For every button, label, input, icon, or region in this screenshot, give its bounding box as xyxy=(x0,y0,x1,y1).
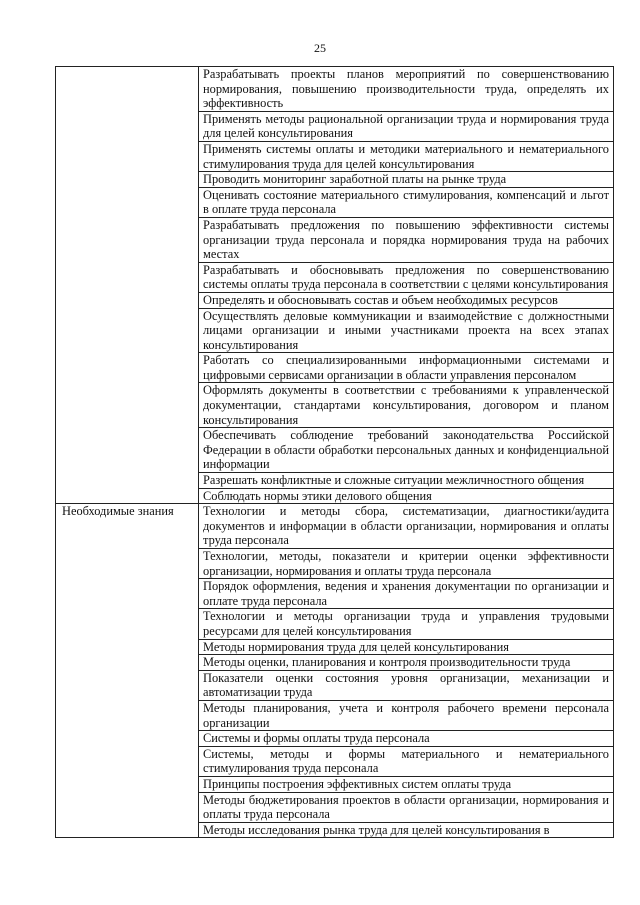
table-row xyxy=(56,639,614,655)
table-row xyxy=(56,700,614,730)
section-label-cell xyxy=(56,655,199,671)
table-cell-item: Разрабатывать предложения по повышению эффективности системы организации труда персонала и порядка нормирования труда на рабочих местах xyxy=(199,217,614,262)
table-row xyxy=(56,217,614,262)
table-row xyxy=(56,776,614,792)
table-row xyxy=(56,504,614,549)
section-label-cell xyxy=(56,670,199,700)
table-row xyxy=(56,792,614,822)
table-row xyxy=(56,172,614,188)
section-label: Необходимые знания xyxy=(62,504,174,519)
table-cell-item: Порядок оформления, ведения и хранения документации по организации и оплате труда персонала xyxy=(199,579,614,609)
table-row xyxy=(56,67,614,112)
table-cell-item: Технологии и методы организации труда и управления трудовыми ресурсами для целей консультирования xyxy=(199,609,614,639)
table-cell-item: Применять системы оплаты и методики материального и нематериального стимулирования труда для целей консультирования xyxy=(199,141,614,171)
table-row xyxy=(56,488,614,504)
section-label-cell xyxy=(56,746,199,776)
table-cell-item: Применять методы рациональной организации труда и нормирования труда для целей консультирования xyxy=(199,111,614,141)
page-number: 25 xyxy=(314,41,326,55)
section-label-cell xyxy=(56,353,199,383)
section-label-cell xyxy=(56,473,199,489)
table-cell-item: Проводить мониторинг заработной платы на рынке труда xyxy=(199,172,614,188)
table-row xyxy=(56,428,614,473)
section-label-cell xyxy=(56,67,199,112)
table-cell-item: Системы, методы и формы материального и нематериального стимулирования труда персонала xyxy=(199,746,614,776)
table-row xyxy=(56,292,614,308)
table-row xyxy=(56,308,614,353)
table-row xyxy=(56,187,614,217)
table-cell-item: Обеспечивать соблюдение требований законодательства Российской Федерации в области обработки персональных данных и конфиденциальной информации xyxy=(199,428,614,473)
section-label-cell xyxy=(56,822,199,838)
section-label-cell xyxy=(56,217,199,262)
table-row xyxy=(56,670,614,700)
section-label-cell xyxy=(56,549,199,579)
section-label-cell xyxy=(56,141,199,171)
table-cell-item: Системы и формы оплаты труда персонала xyxy=(199,731,614,747)
section-label-cell xyxy=(56,792,199,822)
section-label-cell xyxy=(56,731,199,747)
table-row xyxy=(56,353,614,383)
table-row xyxy=(56,111,614,141)
competency-table xyxy=(55,66,614,838)
section-label-cell xyxy=(56,111,199,141)
table-body xyxy=(56,67,614,838)
table-row xyxy=(56,549,614,579)
table-cell-item: Работать со специализированными информационными системами и цифровыми сервисами организации в области управления персоналом xyxy=(199,353,614,383)
table-row xyxy=(56,609,614,639)
section-label-cell xyxy=(56,292,199,308)
table-cell-item: Оформлять документы в соответствии с требованиями к управленческой документации, стандартами консультирования, договором и планом консультирования xyxy=(199,383,614,428)
section-label-cell xyxy=(56,308,199,353)
table-cell-item: Соблюдать нормы этики делового общения xyxy=(199,488,614,504)
section-label-cell xyxy=(56,428,199,473)
section-label-cell xyxy=(56,579,199,609)
section-label-cell xyxy=(56,383,199,428)
table-row xyxy=(56,822,614,838)
section-label-cell xyxy=(56,504,199,549)
table-cell-item: Оценивать состояние материального стимулирования, компенсаций и льгот в оплате труда персонала xyxy=(199,187,614,217)
table-cell-item: Методы оценки, планирования и контроля производительности труда xyxy=(199,655,614,671)
table-row xyxy=(56,579,614,609)
table-cell-item: Разрабатывать и обосновывать предложения по совершенствованию системы оплаты труда персонала в соответствии с целями консультирования xyxy=(199,262,614,292)
section-label-cell xyxy=(56,776,199,792)
table-row xyxy=(56,746,614,776)
table-cell-item: Методы нормирования труда для целей консультирования xyxy=(199,639,614,655)
table-cell-item: Принципы построения эффективных систем оплаты труда xyxy=(199,776,614,792)
section-label-cell xyxy=(56,700,199,730)
table-row xyxy=(56,141,614,171)
table-cell-item: Показатели оценки состояния уровня организации, механизации и автоматизации труда xyxy=(199,670,614,700)
section-label-cell xyxy=(56,262,199,292)
table-cell-item: Осуществлять деловые коммуникации и взаимодействие с должностными лицами организации и иными участниками проекта на всех этапах консультирования xyxy=(199,308,614,353)
table-cell-item: Методы планирования, учета и контроля рабочего времени персонала организации xyxy=(199,700,614,730)
table-row xyxy=(56,655,614,671)
table-cell-item: Технологии и методы сбора, систематизации, диагностики/аудита документов и информации в области организации, нормирования и оплаты труда персонала xyxy=(199,504,614,549)
table-cell-item: Технологии, методы, показатели и критерии оценки эффективности организации, нормирования и оплаты труда персонала xyxy=(199,549,614,579)
section-label-cell xyxy=(56,609,199,639)
table-row xyxy=(56,731,614,747)
table-cell-item: Методы бюджетирования проектов в области организации, нормирования и оплаты труда персонала xyxy=(199,792,614,822)
section-label-cell xyxy=(56,639,199,655)
table-row xyxy=(56,473,614,489)
section-label-cell xyxy=(56,172,199,188)
table-row xyxy=(56,262,614,292)
table-cell-item: Разрабатывать проекты планов мероприятий по совершенствованию нормирования, повышению производительности труда, определять их эффективность xyxy=(199,67,614,112)
table-cell-item: Определять и обосновывать состав и объем необходимых ресурсов xyxy=(199,292,614,308)
table-row xyxy=(56,383,614,428)
section-label-cell xyxy=(56,488,199,504)
section-label-cell xyxy=(56,187,199,217)
table-cell-item: Разрешать конфликтные и сложные ситуации межличностного общения xyxy=(199,473,614,489)
table-cell-item: Методы исследования рынка труда для целей консультирования в xyxy=(199,822,614,838)
